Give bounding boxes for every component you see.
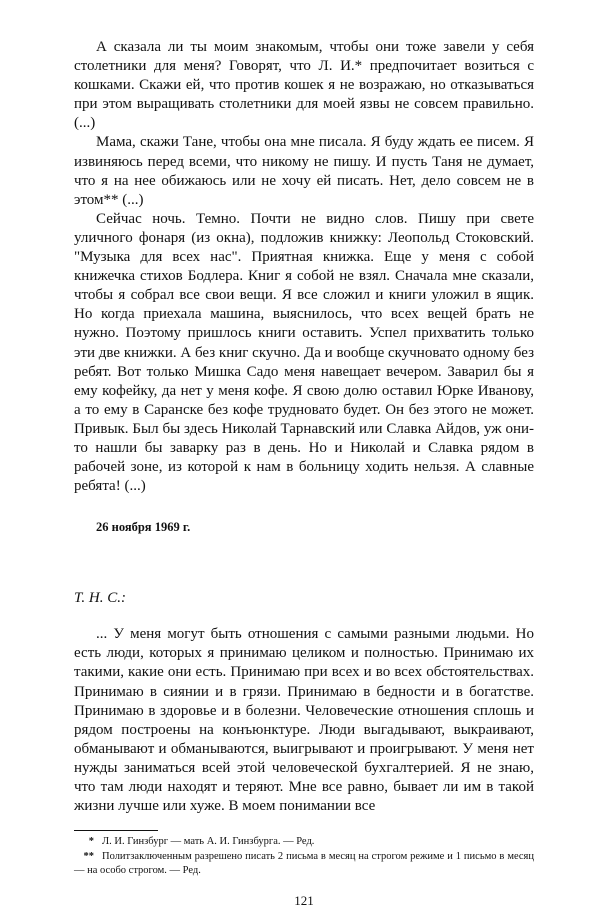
letter-paragraph: ... У меня могут быть отношения с самыми разными людьми. Но есть люди, которых я принимаю целиком и полностью. Принимаю их такими, какие они есть. Принимаю при всех и во всех обстоятельствах. Принимаю в сиянии и в грязи. Принимаю в бедности и в богатстве. Принимаю в здоровье и в болезни. Человеческие отношения сплошь и рядом построены на конъюнктуре. Люди выгадывают, выкраивают, обманывают и обманываются, выигрывают и проигрывают. У меня нет нужды заниматься всей этой человеческой бухгалтерией. Я не знаю, что там люди находят и теряют. Мне все равно, бывает ли им в такой жизни лучше или хуже. В моем понимании все: [74, 626, 534, 815]
paragraph-1: А сказала ли ты моим знакомым, чтобы они тоже завели у себя столетники для меня? Говорят, что Л. И.* предпочитает возиться с кошками. Скажи ей, что против кошек я не возражаю, но отказываться при этом выращивать столетники для моей язвы не совсем правильно. (...): [74, 39, 534, 132]
paragraph-2: Мама, скажи Тане, чтобы она мне писала. Я буду ждать ее писем. Я извиняюсь перед всеми, что никому не пишу. И пусть Таня не думает, что я на нее обижаюсь или не хочу ей писать. Нет, дело совсем не в этом** (...): [74, 134, 534, 208]
footnote-1-mark: *: [88, 836, 94, 848]
letter-date: 26 ноября 1969 г.: [96, 520, 191, 535]
footnote-1-text: Л. И. Гинзбург — мать А. И. Гинзбурга. — Ред.: [102, 836, 315, 848]
footnote-1: [74, 835, 534, 850]
footnote-2: [74, 850, 534, 879]
footnote-2-text: Политзаключенным разрешено писать 2 письма в месяц на строгом режиме и 1 письмо в месяц — на особо строгом. — Ред.: [74, 850, 534, 877]
footnote-divider: [74, 830, 158, 831]
book-page: [74, 38, 534, 909]
paragraph-3: Сейчас ночь. Темно. Почти не видно слов. Пишу при свете уличного фонаря (из окна), подложив книжку: Леопольд Стоковский. "Музыка для всех нас". Приятная книжка. Еще у меня с собой книжечка стихов Бодлера. Книг я собой не взял. Сначала мне сказали, чтобы я собрал все свои вещи. Я все сложил и книги уложил в ящик. Но когда приехала машина, выяснилось, что всех вещей брать не нужно. Поэтому пришлось книги оставить. Успел прихватить только эти две книжки. А без книг скучно. Да и вообще скучновато одному без ребят. Вот только Мишка Садо меня навещает вечером. Заварил бы я ему кофейку, да нет у меня кофе. Я свою долю оставил Юрке Иванову, а то ему в Саранске без кофе трудновато будет. Он без этого не может. Привык. Был бы здесь Николай Тарнавский или Славка Айдов, уж они-то нашли бы заварку раз в день. Но и Николай и Славка рядом в рабочей зоне, из которой к нам в больницу ходить нельзя. А славные ребята! (...): [74, 210, 534, 495]
section-heading: Т. Н. С.:: [74, 590, 126, 607]
footnote-2-mark: **: [83, 850, 94, 862]
page-number: 121: [294, 892, 314, 908]
